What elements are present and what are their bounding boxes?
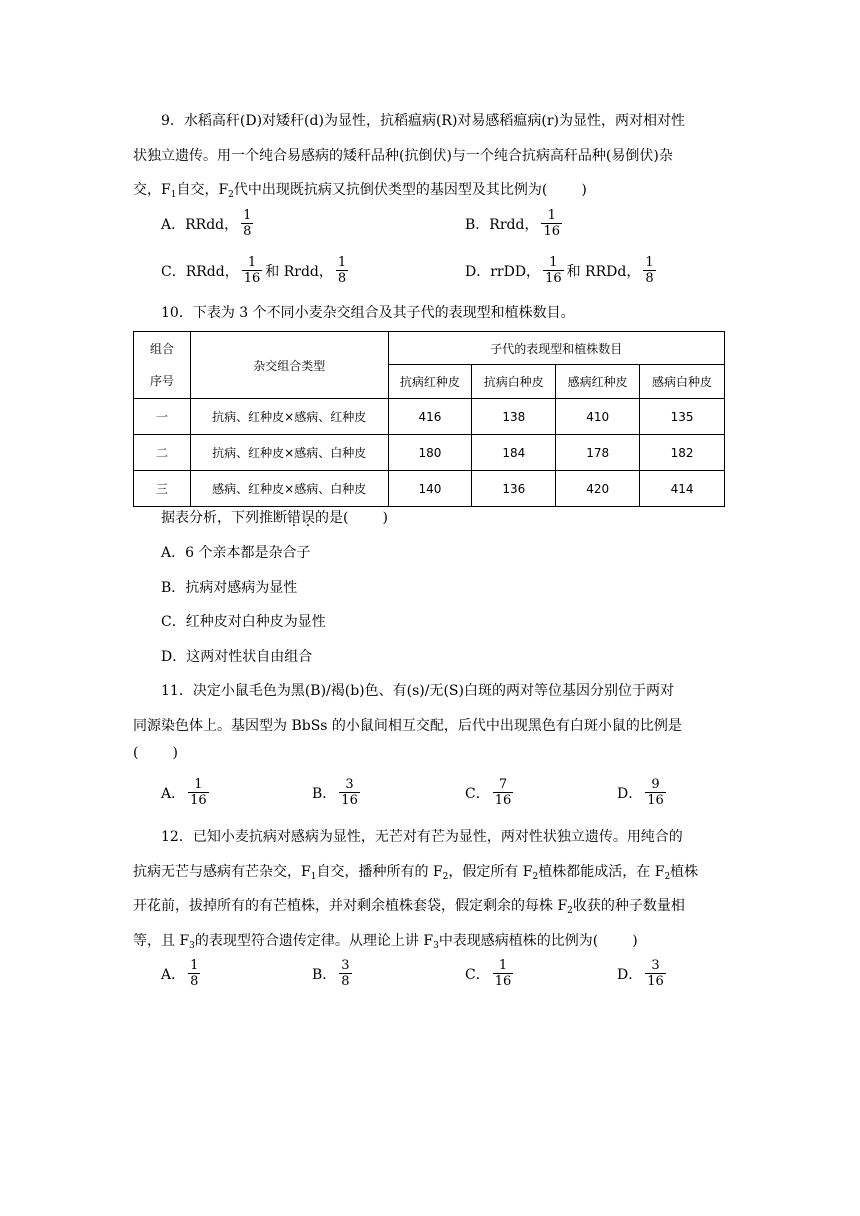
table-cell: 178	[556, 435, 640, 471]
fraction-numerator: 1	[247, 255, 257, 270]
q12-line-4	[133, 931, 638, 951]
subscript: 1	[170, 190, 177, 200]
table-subheader: 抗病红种皮	[388, 365, 472, 399]
header-text: 组合	[149, 342, 174, 356]
fraction-denominator: 16	[494, 974, 512, 989]
q12-line-3	[133, 896, 685, 916]
fraction	[241, 208, 253, 239]
option-label: C．	[465, 785, 490, 802]
fraction	[645, 777, 666, 808]
table-cell: 140	[388, 471, 472, 507]
q12-text: 植株	[670, 864, 699, 880]
q10-option-d	[161, 647, 312, 667]
table-row	[134, 399, 725, 435]
option-text: A．6 个亲本都是杂合子	[161, 545, 311, 561]
option-label: B．Rrdd，	[465, 216, 539, 233]
table-cell: 抗病、红种皮×感病、白种皮	[190, 435, 388, 471]
fraction-numerator: 1	[194, 777, 203, 792]
table-row	[134, 471, 725, 507]
fraction-numerator: 3	[341, 958, 350, 973]
option-label: A．	[161, 966, 186, 983]
header-text: 序号	[149, 374, 174, 388]
subscript: 2	[567, 906, 573, 916]
fraction	[643, 255, 655, 286]
q9-option-d	[465, 255, 659, 286]
q11-text: )	[172, 745, 178, 761]
fraction-denominator: 8	[645, 271, 654, 286]
q12-text: 抗病无芒与感病有芒杂交，F	[133, 864, 311, 880]
q10-option-c	[161, 612, 326, 632]
fraction	[188, 777, 209, 808]
q9-text: )	[581, 182, 587, 198]
q11-text: 同源染色体上。基因型为 BbSs 的小鼠间相互交配，后代中出现黑色有白斑小鼠的比例是	[133, 718, 682, 734]
option-text: 和 Rrdd，	[265, 263, 333, 280]
fraction	[336, 255, 348, 286]
q12-line-2	[133, 862, 698, 882]
fraction-numerator: 3	[651, 958, 660, 973]
q11-line-2	[133, 716, 682, 736]
fraction-denominator: 16	[341, 793, 358, 808]
fraction	[493, 777, 514, 808]
fraction-denominator: 16	[494, 793, 512, 808]
fraction-numerator: 1	[498, 958, 508, 973]
q12-text: 植株都能成活，在 F	[538, 864, 665, 880]
fraction-denominator: 16	[543, 224, 560, 239]
option-label: C．	[465, 966, 490, 983]
q12-text: 的表现型符合遗传定律。从理论上讲 F	[194, 933, 434, 949]
fraction	[339, 777, 360, 808]
q9-text: 自交，F	[176, 182, 229, 198]
q12-line-1	[161, 827, 683, 847]
q12-text: ，假定所有 F	[448, 864, 533, 880]
subscript: 2	[442, 872, 449, 882]
fraction-denominator: 16	[190, 793, 207, 808]
q9-option-b	[465, 208, 565, 239]
table-subheader: 感病红种皮	[556, 365, 640, 399]
table-header-cross-type: 杂交组合类型	[190, 332, 388, 399]
fraction-numerator: 1	[337, 255, 347, 270]
q12-text: 自交，播种所有的 F	[316, 864, 443, 880]
q10-option-b	[161, 578, 297, 598]
data-table	[133, 331, 725, 507]
fraction-denominator: 8	[190, 974, 199, 989]
table-cell: 410	[556, 399, 640, 435]
fraction-numerator: 3	[345, 777, 354, 792]
subscript: 1	[310, 872, 317, 882]
q9-text: 9．水稻高秆(D)对矮秆(d)为显性，抗稻瘟病(R)对易感稻瘟病(r)为显性，两对相对性	[161, 113, 686, 129]
fraction	[645, 958, 666, 989]
fraction-denominator: 16	[243, 271, 261, 286]
option-label: A．	[161, 785, 186, 802]
table-cell: 416	[388, 399, 472, 435]
option-label: D．	[617, 785, 643, 802]
option-label: D．rrDD，	[465, 263, 541, 280]
q11-option-c	[465, 777, 516, 808]
fraction-denominator: 8	[243, 224, 252, 239]
q9-text: 代中出现既抗病又抗倒伏类型的基因型及其比例为(	[233, 182, 548, 198]
option-text: 和 RRDd，	[566, 263, 641, 280]
q9-option-a	[161, 208, 256, 239]
fraction	[339, 958, 351, 989]
fraction	[543, 255, 564, 286]
table-cell: 182	[640, 435, 725, 471]
fraction-numerator: 7	[498, 777, 508, 792]
q11-text: 11．决定小鼠毛色为黑(B)/褐(b)色、有(s)/无(S)白斑的两对等位基因分别位于两对	[161, 683, 674, 699]
q10-text: )	[382, 510, 388, 526]
table-row	[134, 435, 725, 471]
option-label: B．	[312, 785, 337, 802]
table-subheader: 感病白种皮	[640, 365, 725, 399]
table-header-group-id	[134, 332, 191, 399]
table-cell: 感病、红种皮×感病、白种皮	[190, 471, 388, 507]
table-cell: 414	[640, 471, 725, 507]
q12-text: 中表现感病植株的比例为(	[438, 933, 599, 949]
table-cell: 180	[388, 435, 472, 471]
option-text: C．红种皮对白种皮为显性	[161, 614, 326, 630]
fraction	[493, 958, 514, 989]
q12-text: 收获的种子数量相	[572, 898, 685, 914]
fraction-numerator: 1	[549, 255, 558, 270]
fraction	[541, 208, 562, 239]
fraction-numerator: 1	[190, 958, 199, 973]
table-cell: 136	[472, 471, 556, 507]
option-label: C．RRdd，	[161, 263, 239, 280]
subscript: 2	[532, 872, 539, 882]
q11-option-d	[617, 777, 669, 808]
q9-option-c	[161, 255, 351, 286]
q10-stem	[161, 508, 388, 528]
table-cell: 138	[472, 399, 556, 435]
table-cell: 184	[472, 435, 556, 471]
emphasis-char: 错	[287, 510, 301, 526]
q10-text: 10．下表为 3 个不同小麦杂交组合及其子代的表现型和植株数目。	[161, 305, 575, 321]
q10-text: 据表分析，下列推断	[161, 510, 287, 526]
option-label: D．	[617, 966, 643, 983]
fraction-numerator: 9	[651, 777, 660, 792]
option-label: A．RRdd，	[161, 216, 239, 233]
table-cell: 一	[134, 399, 191, 435]
q9-text: 状独立遗传。用一个纯合易感病的矮秆品种(抗倒伏)与一个纯合抗病高秆品种(易倒伏)杂	[133, 148, 673, 164]
q11-line-1	[161, 681, 674, 701]
q9-line-2	[133, 146, 673, 166]
q12-text: )	[632, 933, 638, 949]
q12-text: 12．已知小麦抗病对感病为显性，无芒对有芒为显性，两对性状独立遗传。用纯合的	[161, 829, 683, 845]
q12-text: 开花前，拔掉所有的有芒植株，并对剩余植株套袋，假定剩余的每株 F	[133, 898, 568, 914]
fraction-numerator: 1	[645, 255, 654, 270]
option-text: D．这两对性状自由组合	[161, 649, 313, 665]
q10-intro	[161, 303, 575, 323]
q11-option-a	[161, 777, 212, 808]
emphasis-char: 误	[301, 510, 315, 526]
table-cell: 420	[556, 471, 640, 507]
subscript: 2	[664, 872, 671, 882]
fraction-denominator: 16	[647, 974, 664, 989]
q12-text: 等，且 F	[133, 933, 190, 949]
fraction	[242, 255, 263, 286]
fraction-denominator: 16	[545, 271, 562, 286]
option-text: B．抗病对感病为显性	[161, 580, 298, 596]
q11-option-b	[312, 777, 363, 808]
option-label: B．	[312, 966, 337, 983]
subscript: 2	[228, 190, 234, 200]
q12-option-a	[161, 958, 203, 989]
q12-option-b	[312, 958, 355, 989]
fraction	[188, 958, 200, 989]
table-cell: 135	[640, 399, 725, 435]
fraction-denominator: 16	[647, 793, 664, 808]
q10-option-a	[161, 543, 310, 563]
q9-line-3	[133, 180, 587, 200]
table-cell: 抗病、红种皮×感病、红种皮	[190, 399, 388, 435]
q12-option-c	[465, 958, 516, 989]
table-header-offspring: 子代的表现型和植株数目	[388, 332, 725, 365]
fraction-numerator: 1	[243, 208, 252, 223]
fraction-numerator: 1	[547, 208, 556, 223]
q11-line-3	[133, 743, 178, 763]
table-cell: 三	[134, 471, 191, 507]
table-cell: 二	[134, 435, 191, 471]
subscript: 3	[189, 941, 195, 951]
fraction-denominator: 8	[337, 271, 347, 286]
q12-option-d	[617, 958, 669, 989]
subscript: 3	[433, 941, 439, 951]
q9-text: 交，F	[133, 182, 171, 198]
fraction-denominator: 8	[341, 974, 350, 989]
table-subheader: 抗病白种皮	[472, 365, 556, 399]
q9-line-1	[161, 111, 685, 131]
q11-text: (	[133, 745, 139, 761]
q10-text: 的是(	[315, 510, 349, 526]
